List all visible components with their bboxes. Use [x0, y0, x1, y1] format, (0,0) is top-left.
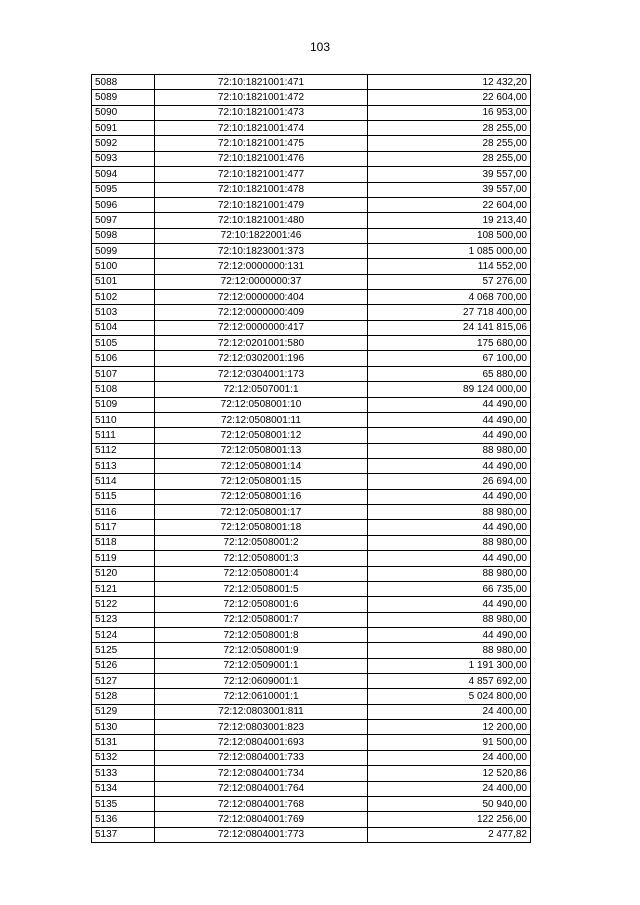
- value-cell: 175 680,00: [368, 336, 531, 351]
- value-cell: 57 276,00: [368, 274, 531, 289]
- row-number-cell: 5120: [92, 566, 155, 581]
- table-row: [92, 197, 531, 212]
- cadastral-number-cell: 72:12:0508001:6: [155, 597, 368, 612]
- table-row: [92, 412, 531, 427]
- table-row: [92, 581, 531, 596]
- value-cell: 28 255,00: [368, 136, 531, 151]
- value-cell: 16 953,00: [368, 105, 531, 120]
- table-row: [92, 597, 531, 612]
- row-number-cell: 5136: [92, 812, 155, 827]
- cadastral-number-cell: 72:10:1821001:477: [155, 167, 368, 182]
- cadastral-number-cell: 72:12:0201001:580: [155, 336, 368, 351]
- cadastral-number-cell: 72:12:0000000:404: [155, 290, 368, 305]
- value-cell: 24 400,00: [368, 704, 531, 719]
- cadastral-number-cell: 72:12:0000000:131: [155, 259, 368, 274]
- value-cell: 108 500,00: [368, 228, 531, 243]
- row-number-cell: 5123: [92, 612, 155, 627]
- row-number-cell: 5093: [92, 151, 155, 166]
- row-number-cell: 5099: [92, 243, 155, 258]
- cadastral-number-cell: 72:10:1821001:475: [155, 136, 368, 151]
- cadastral-number-cell: 72:12:0508001:14: [155, 458, 368, 473]
- row-number-cell: 5097: [92, 213, 155, 228]
- table-row: [92, 674, 531, 689]
- value-cell: 44 490,00: [368, 627, 531, 642]
- row-number-cell: 5091: [92, 121, 155, 136]
- cadastral-number-cell: 72:12:0000000:409: [155, 305, 368, 320]
- cadastral-number-cell: 72:12:0508001:3: [155, 551, 368, 566]
- value-cell: 88 980,00: [368, 612, 531, 627]
- cadastral-number-cell: 72:12:0508001:18: [155, 520, 368, 535]
- value-cell: 44 490,00: [368, 397, 531, 412]
- cadastral-value-table: [91, 74, 531, 843]
- table-body: [92, 75, 531, 843]
- row-number-cell: 5112: [92, 443, 155, 458]
- cadastral-number-cell: 72:12:0508001:2: [155, 535, 368, 550]
- cadastral-number-cell: 72:10:1821001:479: [155, 197, 368, 212]
- row-number-cell: 5109: [92, 397, 155, 412]
- row-number-cell: 5110: [92, 412, 155, 427]
- table-row: [92, 428, 531, 443]
- row-number-cell: 5130: [92, 720, 155, 735]
- value-cell: 12 432,20: [368, 75, 531, 90]
- page-number: 103: [309, 40, 331, 54]
- table-row: [92, 781, 531, 796]
- cadastral-number-cell: 72:10:1821001:476: [155, 151, 368, 166]
- cadastral-number-cell: 72:12:0804001:733: [155, 750, 368, 765]
- cadastral-number-cell: 72:10:1821001:474: [155, 121, 368, 136]
- row-number-cell: 5115: [92, 489, 155, 504]
- row-number-cell: 5098: [92, 228, 155, 243]
- row-number-cell: 5118: [92, 535, 155, 550]
- value-cell: 88 980,00: [368, 443, 531, 458]
- table-row: [92, 320, 531, 335]
- value-cell: 88 980,00: [368, 535, 531, 550]
- cadastral-number-cell: 72:12:0302001:196: [155, 351, 368, 366]
- table-row: [92, 812, 531, 827]
- value-cell: 44 490,00: [368, 551, 531, 566]
- row-number-cell: 5089: [92, 90, 155, 105]
- row-number-cell: 5105: [92, 336, 155, 351]
- row-number-cell: 5106: [92, 351, 155, 366]
- cadastral-number-cell: 72:12:0508001:15: [155, 474, 368, 489]
- row-number-cell: 5104: [92, 320, 155, 335]
- table-row: [92, 627, 531, 642]
- cadastral-number-cell: 72:12:0508001:9: [155, 643, 368, 658]
- cadastral-number-cell: 72:10:1821001:478: [155, 182, 368, 197]
- value-cell: 28 255,00: [368, 121, 531, 136]
- cadastral-number-cell: 72:12:0000000:37: [155, 274, 368, 289]
- value-cell: 2 477,82: [368, 827, 531, 842]
- cadastral-number-cell: 72:12:0804001:693: [155, 735, 368, 750]
- table-row: [92, 397, 531, 412]
- table-row: [92, 658, 531, 673]
- table-row: [92, 213, 531, 228]
- value-cell: 22 604,00: [368, 90, 531, 105]
- cadastral-number-cell: 72:12:0304001:173: [155, 366, 368, 381]
- cadastral-number-cell: 72:12:0609001:1: [155, 674, 368, 689]
- table-row: [92, 689, 531, 704]
- value-cell: 44 490,00: [368, 428, 531, 443]
- table-row: [92, 290, 531, 305]
- row-number-cell: 5113: [92, 458, 155, 473]
- table-row: [92, 643, 531, 658]
- cadastral-number-cell: 72:12:0508001:12: [155, 428, 368, 443]
- value-cell: 12 200,00: [368, 720, 531, 735]
- table-row: [92, 520, 531, 535]
- cadastral-number-cell: 72:12:0508001:7: [155, 612, 368, 627]
- table-row: [92, 796, 531, 811]
- row-number-cell: 5127: [92, 674, 155, 689]
- row-number-cell: 5137: [92, 827, 155, 842]
- row-number-cell: 5095: [92, 182, 155, 197]
- cadastral-number-cell: 72:12:0803001:811: [155, 704, 368, 719]
- cadastral-number-cell: 72:10:1821001:471: [155, 75, 368, 90]
- value-cell: 88 980,00: [368, 643, 531, 658]
- value-cell: 44 490,00: [368, 412, 531, 427]
- table-row: [92, 366, 531, 381]
- value-cell: 22 604,00: [368, 197, 531, 212]
- value-cell: 65 880,00: [368, 366, 531, 381]
- row-number-cell: 5096: [92, 197, 155, 212]
- row-number-cell: 5107: [92, 366, 155, 381]
- value-cell: 12 520,86: [368, 766, 531, 781]
- value-cell: 39 557,00: [368, 182, 531, 197]
- table-row: [92, 167, 531, 182]
- table-row: [92, 612, 531, 627]
- table-row: [92, 305, 531, 320]
- row-number-cell: 5101: [92, 274, 155, 289]
- value-cell: 89 124 000,00: [368, 382, 531, 397]
- cadastral-number-cell: 72:12:0508001:11: [155, 412, 368, 427]
- cadastral-number-cell: 72:12:0507001:1: [155, 382, 368, 397]
- table-row: [92, 75, 531, 90]
- cadastral-number-cell: 72:12:0804001:768: [155, 796, 368, 811]
- row-number-cell: 5092: [92, 136, 155, 151]
- value-cell: 4 068 700,00: [368, 290, 531, 305]
- cadastral-number-cell: 72:12:0804001:773: [155, 827, 368, 842]
- cadastral-number-cell: 72:12:0610001:1: [155, 689, 368, 704]
- table-row: [92, 443, 531, 458]
- cadastral-number-cell: 72:10:1821001:473: [155, 105, 368, 120]
- table-row: [92, 489, 531, 504]
- value-cell: 1 085 000,00: [368, 243, 531, 258]
- table-row: [92, 121, 531, 136]
- value-cell: 4 857 692,00: [368, 674, 531, 689]
- row-number-cell: 5088: [92, 75, 155, 90]
- value-cell: 122 256,00: [368, 812, 531, 827]
- value-cell: 67 100,00: [368, 351, 531, 366]
- row-number-cell: 5102: [92, 290, 155, 305]
- value-cell: 19 213,40: [368, 213, 531, 228]
- cadastral-number-cell: 72:12:0804001:734: [155, 766, 368, 781]
- value-cell: 5 024 800,00: [368, 689, 531, 704]
- table-row: [92, 704, 531, 719]
- value-cell: 24 141 815,06: [368, 320, 531, 335]
- value-cell: 1 191 300,00: [368, 658, 531, 673]
- row-number-cell: 5122: [92, 597, 155, 612]
- table-row: [92, 551, 531, 566]
- row-number-cell: 5134: [92, 781, 155, 796]
- row-number-cell: 5100: [92, 259, 155, 274]
- value-cell: 24 400,00: [368, 781, 531, 796]
- table-row: [92, 827, 531, 842]
- cadastral-number-cell: 72:12:0804001:769: [155, 812, 368, 827]
- table-row: [92, 105, 531, 120]
- cadastral-number-cell: 72:12:0508001:13: [155, 443, 368, 458]
- value-cell: 44 490,00: [368, 458, 531, 473]
- row-number-cell: 5114: [92, 474, 155, 489]
- cadastral-number-cell: 72:12:0508001:10: [155, 397, 368, 412]
- row-number-cell: 5121: [92, 581, 155, 596]
- value-cell: 88 980,00: [368, 566, 531, 581]
- cadastral-number-cell: 72:10:1823001:373: [155, 243, 368, 258]
- value-cell: 39 557,00: [368, 167, 531, 182]
- cadastral-number-cell: 72:12:0508001:4: [155, 566, 368, 581]
- row-number-cell: 5111: [92, 428, 155, 443]
- cadastral-number-cell: 72:12:0803001:823: [155, 720, 368, 735]
- table-row: [92, 151, 531, 166]
- table-row: [92, 382, 531, 397]
- table-row: [92, 259, 531, 274]
- cadastral-number-cell: 72:12:0508001:16: [155, 489, 368, 504]
- cadastral-number-cell: 72:10:1821001:480: [155, 213, 368, 228]
- cadastral-number-cell: 72:12:0508001:5: [155, 581, 368, 596]
- value-cell: 44 490,00: [368, 489, 531, 504]
- row-number-cell: 5129: [92, 704, 155, 719]
- row-number-cell: 5135: [92, 796, 155, 811]
- table-row: [92, 336, 531, 351]
- table-row: [92, 474, 531, 489]
- value-cell: 44 490,00: [368, 597, 531, 612]
- cadastral-number-cell: 72:12:0000000:417: [155, 320, 368, 335]
- row-number-cell: 5132: [92, 750, 155, 765]
- value-cell: 88 980,00: [368, 505, 531, 520]
- row-number-cell: 5133: [92, 766, 155, 781]
- cadastral-number-cell: 72:12:0508001:8: [155, 627, 368, 642]
- table-row: [92, 735, 531, 750]
- cadastral-number-cell: 72:10:1822001:46: [155, 228, 368, 243]
- cadastral-number-cell: 72:12:0508001:17: [155, 505, 368, 520]
- row-number-cell: 5119: [92, 551, 155, 566]
- table-row: [92, 228, 531, 243]
- row-number-cell: 5126: [92, 658, 155, 673]
- row-number-cell: 5128: [92, 689, 155, 704]
- value-cell: 66 735,00: [368, 581, 531, 596]
- cadastral-number-cell: 72:12:0804001:764: [155, 781, 368, 796]
- value-cell: 91 500,00: [368, 735, 531, 750]
- table-row: [92, 90, 531, 105]
- cadastral-number-cell: 72:12:0509001:1: [155, 658, 368, 673]
- row-number-cell: 5090: [92, 105, 155, 120]
- value-cell: 26 694,00: [368, 474, 531, 489]
- table-row: [92, 566, 531, 581]
- value-cell: 50 940,00: [368, 796, 531, 811]
- table-row: [92, 136, 531, 151]
- cadastral-number-cell: 72:10:1821001:472: [155, 90, 368, 105]
- table-row: [92, 750, 531, 765]
- row-number-cell: 5124: [92, 627, 155, 642]
- table-row: [92, 351, 531, 366]
- row-number-cell: 5131: [92, 735, 155, 750]
- table-row: [92, 720, 531, 735]
- value-cell: 114 552,00: [368, 259, 531, 274]
- table-row: [92, 182, 531, 197]
- row-number-cell: 5094: [92, 167, 155, 182]
- row-number-cell: 5103: [92, 305, 155, 320]
- row-number-cell: 5116: [92, 505, 155, 520]
- table-row: [92, 505, 531, 520]
- value-cell: 27 718 400,00: [368, 305, 531, 320]
- value-cell: 44 490,00: [368, 520, 531, 535]
- row-number-cell: 5108: [92, 382, 155, 397]
- table-row: [92, 535, 531, 550]
- table-row: [92, 243, 531, 258]
- table-row: [92, 274, 531, 289]
- row-number-cell: 5125: [92, 643, 155, 658]
- value-cell: 28 255,00: [368, 151, 531, 166]
- table-row: [92, 766, 531, 781]
- value-cell: 24 400,00: [368, 750, 531, 765]
- row-number-cell: 5117: [92, 520, 155, 535]
- table-row: [92, 458, 531, 473]
